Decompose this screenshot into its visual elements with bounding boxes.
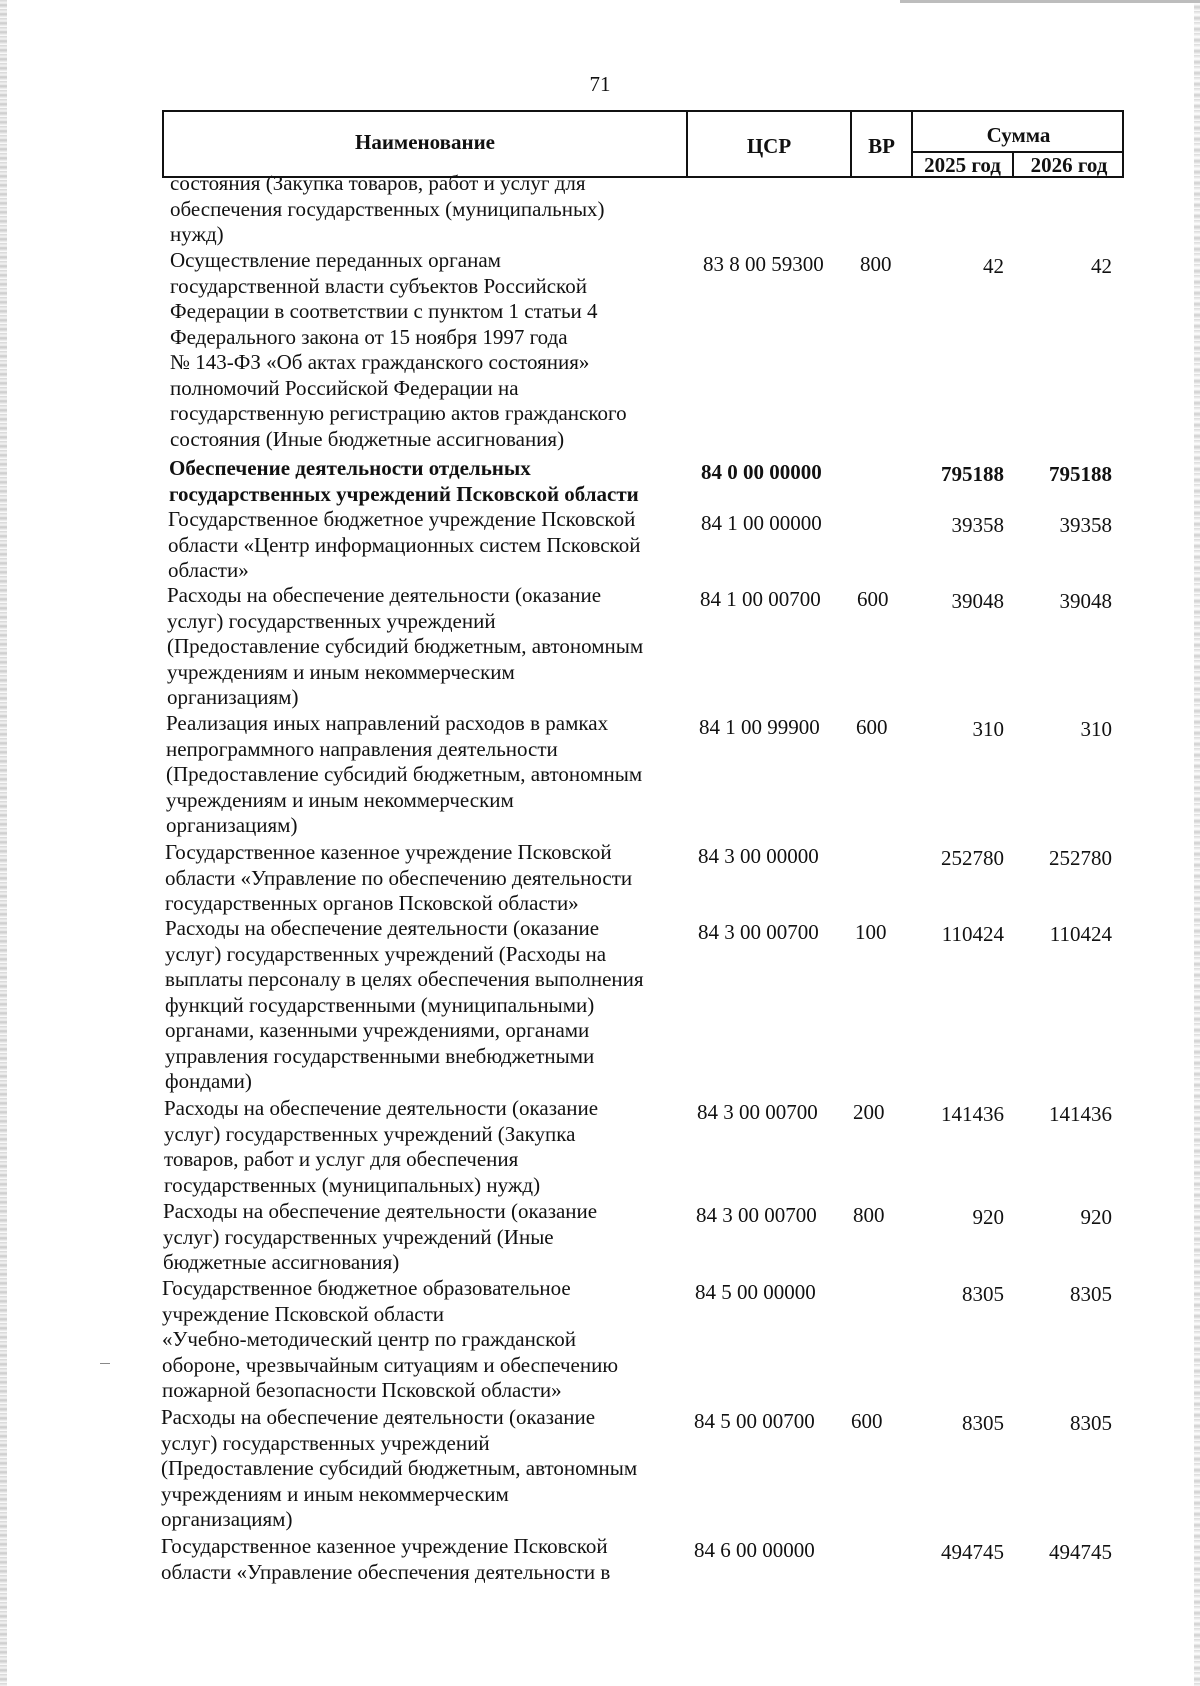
row-sum-2025: 8305 bbox=[962, 1411, 1004, 1435]
row-sum-2026: 252780 bbox=[1049, 846, 1112, 870]
row-sum-2026: 310 bbox=[1080, 717, 1112, 741]
row-sum-2025: 8305 bbox=[962, 1282, 1004, 1306]
row-name-line: услуг) государственных учреждений bbox=[167, 608, 496, 633]
row-csr: 84 5 00 00700 bbox=[694, 1409, 815, 1433]
row-name-line: области «Центр информационных систем Псковской bbox=[168, 532, 641, 557]
row-name-line: государственных органов Псковской области» bbox=[165, 891, 579, 915]
row-name-line: Расходы на обеспечение деятельности (оказание bbox=[163, 1199, 598, 1223]
row-name bbox=[165, 916, 685, 1095]
row-sum-2026: 110424 bbox=[1049, 922, 1112, 946]
row-vr: 600 bbox=[856, 715, 888, 739]
row-name-line: организациям) bbox=[166, 813, 298, 837]
row-name-line: Государственное казенное учреждение Псковской bbox=[161, 1534, 608, 1558]
row-name-line: пожарной безопасности Псковской области» bbox=[162, 1378, 562, 1402]
row-name-line: учреждение Псковской области bbox=[162, 1301, 445, 1326]
row-name-line: государственной власти субъектов Российской bbox=[170, 273, 587, 298]
row-sum-2025: 920 bbox=[972, 1205, 1004, 1229]
row-sum-2025: 141436 bbox=[941, 1102, 1004, 1126]
row-name-line: функций государственными (муниципальными) bbox=[165, 992, 595, 1017]
scan-edge-right bbox=[1194, 0, 1200, 1686]
row-name-line: области «Управление по обеспечению деятельности bbox=[165, 865, 633, 890]
row-name bbox=[170, 171, 690, 248]
row-sum-2026: 795188 bbox=[1049, 462, 1112, 486]
row-sum-2025: 310 bbox=[972, 717, 1004, 741]
row-name-line: обеспечения государственных (муниципальных) bbox=[170, 196, 605, 221]
row-sum-2026: 8305 bbox=[1070, 1282, 1112, 1306]
row-sum-2026: 141436 bbox=[1049, 1102, 1112, 1126]
row-vr: 600 bbox=[851, 1409, 883, 1433]
row-name-line: Расходы на обеспечение деятельности (оказание bbox=[161, 1405, 596, 1429]
row-csr: 83 8 00 59300 bbox=[703, 252, 824, 276]
row-name-line: товаров, работ и услуг для обеспечения bbox=[164, 1147, 519, 1171]
row-name-line: услуг) государственных учреждений (Закупка bbox=[164, 1121, 576, 1146]
row-name bbox=[168, 507, 688, 584]
row-name-line: органами, казенными учреждениями, органами bbox=[165, 1018, 590, 1042]
row-name bbox=[169, 456, 689, 507]
row-sum-2026: 39358 bbox=[1059, 513, 1112, 537]
row-sum-2025: 39048 bbox=[951, 589, 1004, 613]
row-name-line: (Предоставление субсидий бюджетным, автономным bbox=[161, 1456, 638, 1480]
row-name bbox=[163, 1199, 683, 1276]
row-vr: 600 bbox=[857, 587, 889, 611]
scan-edge-left bbox=[0, 0, 7, 1686]
row-name-line: состояния (Иные бюджетные ассигнования) bbox=[170, 426, 565, 451]
row-sum-2026: 39048 bbox=[1059, 589, 1112, 613]
row-sum-2025: 795188 bbox=[941, 462, 1004, 486]
row-name-line: (Предоставление субсидий бюджетным, автономным bbox=[166, 762, 643, 786]
row-name bbox=[170, 248, 690, 452]
header-year-2026: 2026 год bbox=[1030, 153, 1108, 177]
row-vr: 200 bbox=[853, 1100, 885, 1124]
row-name bbox=[162, 1276, 682, 1404]
row-name-line: Осуществление переданных органам bbox=[170, 248, 501, 272]
row-name-line: управления государственными внебюджетными bbox=[165, 1043, 595, 1068]
row-sum-2026: 494745 bbox=[1049, 1540, 1112, 1564]
row-name-line: государственных учреждений Псковской области bbox=[169, 481, 639, 506]
row-name-line: Расходы на обеспечение деятельности (оказание bbox=[164, 1096, 599, 1120]
row-name-line: (Предоставление субсидий бюджетным, автономным bbox=[167, 634, 644, 658]
row-name bbox=[161, 1534, 681, 1585]
scan-edge-top bbox=[900, 0, 1200, 3]
row-name-line: нужд) bbox=[170, 222, 224, 246]
row-name-line: учреждениям и иным некоммерческим bbox=[167, 659, 515, 684]
row-name-line: фондами) bbox=[165, 1069, 252, 1093]
row-name-line: услуг) государственных учреждений bbox=[161, 1430, 490, 1455]
row-name-line: организациям) bbox=[161, 1507, 293, 1531]
row-name-line: государственных (муниципальных) нужд) bbox=[164, 1172, 541, 1197]
row-name-line: Федерального закона от 15 ноября 1997 года bbox=[170, 324, 568, 349]
row-csr: 84 1 00 99900 bbox=[699, 715, 820, 739]
header-sum: Сумма bbox=[986, 123, 1051, 147]
row-name-line: «Учебно-методический центр по гражданской bbox=[162, 1327, 577, 1351]
row-name-line: обороне, чрезвычайным ситуациям и обеспечению bbox=[162, 1352, 619, 1377]
row-name-line: государственную регистрацию актов гражданского bbox=[170, 401, 627, 425]
row-name bbox=[161, 1405, 681, 1533]
row-name-line: услуг) государственных учреждений (Иные bbox=[163, 1224, 554, 1249]
row-name-line: бюджетные ассигнования) bbox=[163, 1250, 400, 1274]
row-csr: 84 1 00 00000 bbox=[701, 511, 822, 535]
row-csr: 84 0 00 00000 bbox=[701, 460, 822, 484]
row-vr: 100 bbox=[855, 920, 887, 944]
row-name-line: Обеспечение деятельности отдельных bbox=[169, 456, 531, 480]
row-csr: 84 3 00 00000 bbox=[698, 844, 819, 868]
row-name-line: учреждениям и иным некоммерческим bbox=[161, 1481, 509, 1506]
row-name-line: Государственное казенное учреждение Псковской bbox=[165, 840, 612, 864]
scan-mark bbox=[100, 1363, 110, 1364]
row-csr: 84 3 00 00700 bbox=[696, 1203, 817, 1227]
row-name-line: № 143-ФЗ «Об актах гражданского состояния» bbox=[170, 350, 590, 374]
header-name: Наименование bbox=[355, 130, 495, 154]
row-name-line: Реализация иных направлений расходов в рамках bbox=[166, 711, 609, 735]
row-sum-2025: 110424 bbox=[941, 922, 1004, 946]
header-csr: ЦСР bbox=[746, 134, 792, 158]
row-name-line: области» bbox=[168, 558, 249, 582]
row-name-line: выплаты персоналу в целях обеспечения выполнения bbox=[165, 967, 644, 991]
row-vr: 800 bbox=[853, 1203, 885, 1227]
row-sum-2025: 494745 bbox=[941, 1540, 1004, 1564]
row-name bbox=[164, 1096, 684, 1198]
row-name-line: Расходы на обеспечение деятельности (оказание bbox=[167, 583, 602, 607]
row-csr: 84 3 00 00700 bbox=[697, 1100, 818, 1124]
header-vr: ВР bbox=[868, 134, 895, 158]
row-name-line: услуг) государственных учреждений (Расходы на bbox=[165, 941, 607, 966]
row-name-line: Расходы на обеспечение деятельности (оказание bbox=[165, 916, 600, 940]
row-name-line: состояния (Закупка товаров, работ и услуг для bbox=[170, 171, 586, 195]
page-number: 71 bbox=[589, 72, 611, 96]
row-name-line: области «Управление обеспечения деятельности в bbox=[161, 1559, 611, 1584]
row-sum-2026: 42 bbox=[1091, 254, 1112, 278]
header-year-2025: 2025 год bbox=[924, 153, 1001, 177]
row-name bbox=[165, 840, 685, 917]
row-sum-2026: 8305 bbox=[1070, 1411, 1112, 1435]
row-csr: 84 3 00 00700 bbox=[698, 920, 819, 944]
row-name-line: учреждениям и иным некоммерческим bbox=[166, 787, 514, 812]
row-csr: 84 1 00 00700 bbox=[700, 587, 821, 611]
row-name-line: Государственное бюджетное учреждение Псковской bbox=[168, 507, 636, 531]
row-name bbox=[167, 583, 687, 711]
row-name-line: Государственное бюджетное образовательное bbox=[162, 1276, 571, 1300]
row-name-line: организациям) bbox=[167, 685, 299, 709]
row-sum-2025: 252780 bbox=[941, 846, 1004, 870]
row-sum-2025: 42 bbox=[983, 254, 1004, 278]
row-csr: 84 5 00 00000 bbox=[695, 1280, 816, 1304]
row-name-line: полномочий Российской Федерации на bbox=[170, 375, 519, 400]
row-sum-2026: 920 bbox=[1080, 1205, 1112, 1229]
row-name-line: непрограммного направления деятельности bbox=[166, 736, 558, 761]
row-name bbox=[166, 711, 686, 839]
row-vr: 800 bbox=[860, 252, 892, 276]
row-sum-2025: 39358 bbox=[951, 513, 1004, 537]
row-csr: 84 6 00 00000 bbox=[694, 1538, 815, 1562]
row-name-line: Федерации в соответствии с пунктом 1 статьи 4 bbox=[170, 299, 598, 323]
